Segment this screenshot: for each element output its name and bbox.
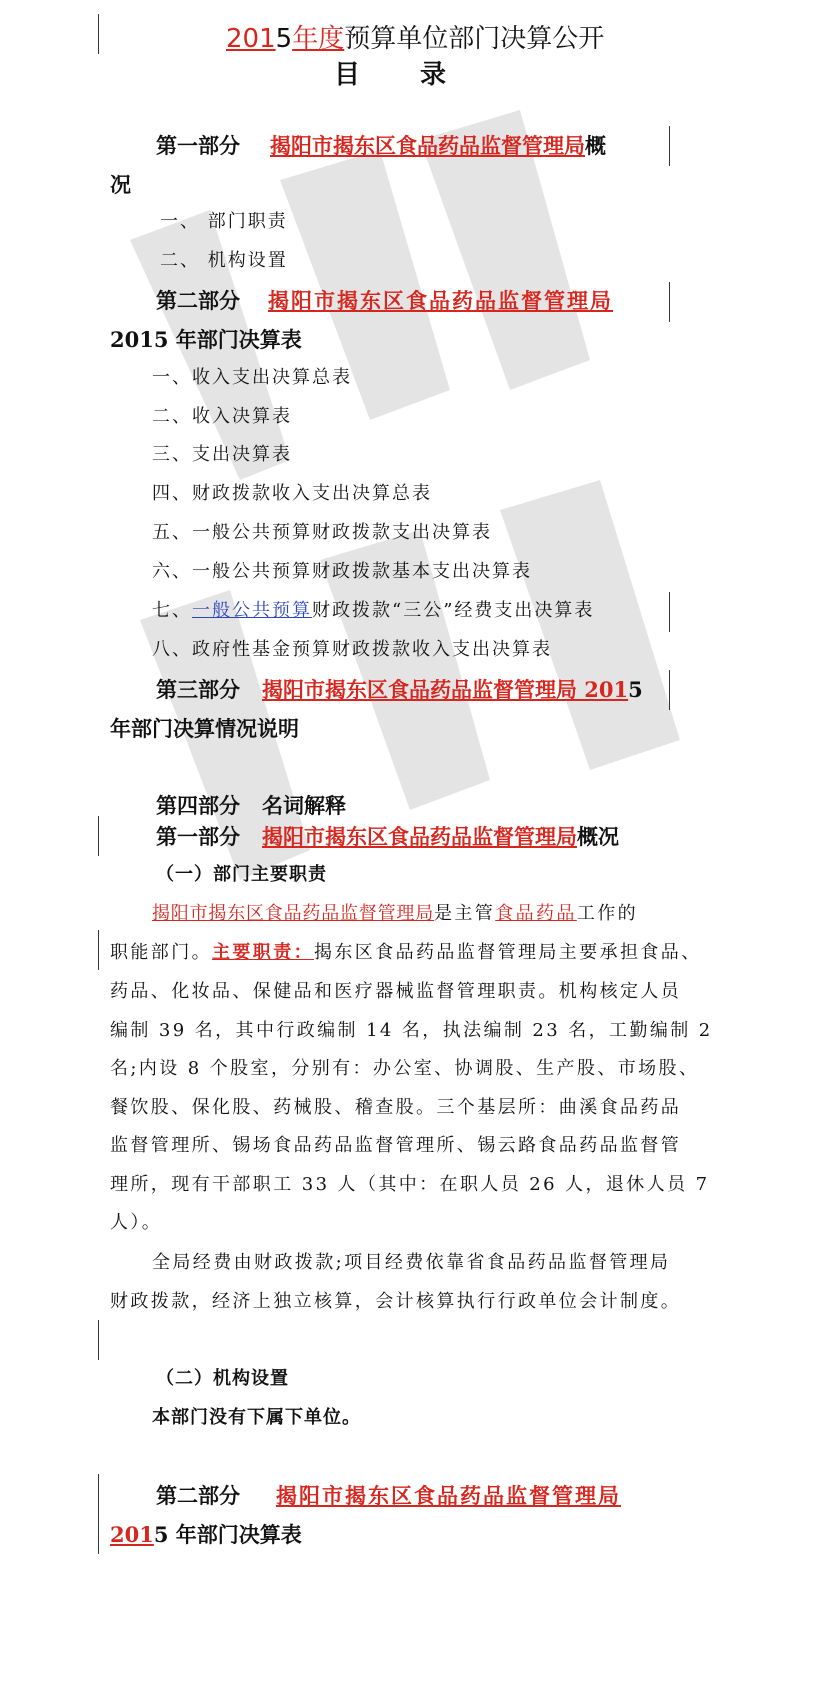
left-margin-mark: [98, 816, 99, 856]
toc-part2-item[interactable]: 二、收入决算表: [152, 406, 292, 427]
section1-p1-line: 餐饮股、保化股、药械股、稽查股。三个基层所：曲溪食品药品: [110, 1097, 682, 1118]
toc-part1-tail: 概: [585, 133, 606, 158]
toc-item7-prefix: 七、: [152, 600, 192, 621]
section1-label: 第一部分: [156, 824, 240, 849]
toc-part2-item[interactable]: 四、财政拨款收入支出决算总表: [152, 483, 432, 504]
section1-sub2: （二）机构设置: [156, 1368, 289, 1389]
title-year: 201: [226, 24, 276, 54]
toc-part1[interactable]: [156, 135, 606, 156]
toc-part2-item[interactable]: 八、政府性基金预算财政拨款收入支出决算表: [152, 639, 552, 660]
toc-part3-tail2: 年部门决算情况说明: [110, 716, 299, 741]
left-margin-mark: [98, 1474, 99, 1554]
p1-red: 食品药品: [495, 903, 577, 924]
left-margin-mark: [98, 14, 99, 54]
toc-heading: 目录: [334, 60, 507, 90]
p1-l2a: 职能部门。: [110, 942, 212, 963]
section1-org: 揭阳市揭东区食品药品监督管理局: [262, 824, 577, 849]
section1-tail: 概况: [577, 824, 619, 849]
right-margin-mark: [669, 126, 670, 166]
toc-part4-name: 名词解释: [262, 793, 346, 818]
section1-p1-line1: [152, 905, 638, 923]
toc-part1-label: 第一部分: [156, 133, 240, 158]
p1-org: 揭阳市揭东区食品药品监督管理局: [152, 903, 434, 924]
title-text: 预算单位部门决算公开: [344, 24, 605, 54]
toc-part1-item[interactable]: 一、 部门职责: [160, 211, 288, 232]
section1-p1-line: 编制 39 名，其中行政编制 14 名，执法编制 23 名，工勤编制 2: [110, 1020, 713, 1041]
left-margin-mark: [98, 1320, 99, 1360]
toc-part2-item[interactable]: 一、收入支出决算总表: [152, 367, 352, 388]
toc-part2-tail2: 2015 年部门决算表: [110, 327, 302, 352]
section2-year-rest: 5 年部门决算表: [153, 1522, 302, 1547]
section1-p2-line: 财政拨款，经济上独立核算，会计核算执行行政单位会计制度。: [110, 1291, 682, 1312]
watermark-logo-icon: [120, 60, 760, 1040]
left-margin-mark: [98, 930, 99, 970]
section1-p1-line: 药品、化妆品、保健品和医疗器械监督管理职责。机构核定人员: [110, 981, 682, 1002]
section2-label: 第二部分: [156, 1483, 240, 1508]
section1-p1-line: 理所，现有干部职工 33 人（其中：在职人员 26 人，退休人员 7: [110, 1174, 710, 1195]
title-year-digit: 5: [275, 24, 293, 54]
toc-part1-tail2: 况: [110, 172, 131, 197]
toc-part3-tail: 5: [628, 677, 643, 702]
right-margin-mark: [669, 592, 670, 632]
right-margin-mark: [669, 670, 670, 710]
section2-tail: [110, 1524, 302, 1545]
section1-heading: [156, 826, 619, 847]
section1-sub2-text: 本部门没有下属下单位。: [152, 1407, 361, 1428]
section1-p1-line: 监督管理所、锡场食品药品监督管理所、锡云路食品药品监督管: [110, 1135, 682, 1156]
toc-item7-rest: 财政拨款“三公”经费支出决算表: [312, 600, 595, 621]
section2-year: 201: [110, 1522, 154, 1547]
toc-part3-org: 揭阳市揭东区食品药品监督管理局 201: [262, 677, 629, 702]
toc-part1-item[interactable]: 二、 机构设置: [160, 250, 288, 271]
toc-part2-item[interactable]: 六、一般公共预算财政拨款基本支出决算表: [152, 561, 532, 582]
toc-part4-label: 第四部分: [156, 793, 240, 818]
section2-org: 揭阳市揭东区食品药品监督管理局: [276, 1483, 621, 1508]
document-title: [226, 26, 604, 52]
p1-mid: 是主管: [434, 903, 496, 924]
toc-part2[interactable]: [156, 290, 613, 311]
section1-p1-line: 名;内设 8 个股室，分别有：办公室、协调股、生产股、市场股、: [110, 1058, 700, 1079]
toc-part2-item[interactable]: 三、支出决算表: [152, 444, 292, 465]
p1-end: 工作的: [576, 903, 639, 924]
section1-p2-line: 全局经费由财政拨款;项目经费依靠省食品药品监督管理局: [152, 1252, 671, 1273]
toc-part3-label: 第三部分: [156, 677, 240, 702]
toc-part2-label: 第二部分: [156, 288, 240, 313]
title-year-word: 年度: [292, 24, 345, 54]
toc-item7-link[interactable]: 一般公共预算: [192, 600, 312, 621]
section1-p1-line: 人）。: [110, 1212, 163, 1233]
toc-part3[interactable]: [156, 679, 643, 700]
toc-part1-org: 揭阳市揭东区食品药品监督管理局: [270, 133, 585, 158]
right-margin-mark: [669, 282, 670, 322]
toc-part2-item[interactable]: 五、一般公共预算财政拨款支出决算表: [152, 522, 492, 543]
section1-sub1: （一）部门主要职责: [156, 864, 327, 885]
toc-part2-org: 揭阳市揭东区食品药品监督管理局: [268, 288, 613, 313]
p1-l2b: 主要职责：: [212, 942, 314, 963]
toc-part4[interactable]: [156, 795, 346, 816]
toc-part2-item-7[interactable]: [152, 602, 594, 620]
p1-l2c: 揭东区食品药品监督管理局主要承担食品、: [314, 942, 702, 963]
section1-p1-line2: [110, 944, 702, 962]
section2-heading: [156, 1485, 621, 1506]
